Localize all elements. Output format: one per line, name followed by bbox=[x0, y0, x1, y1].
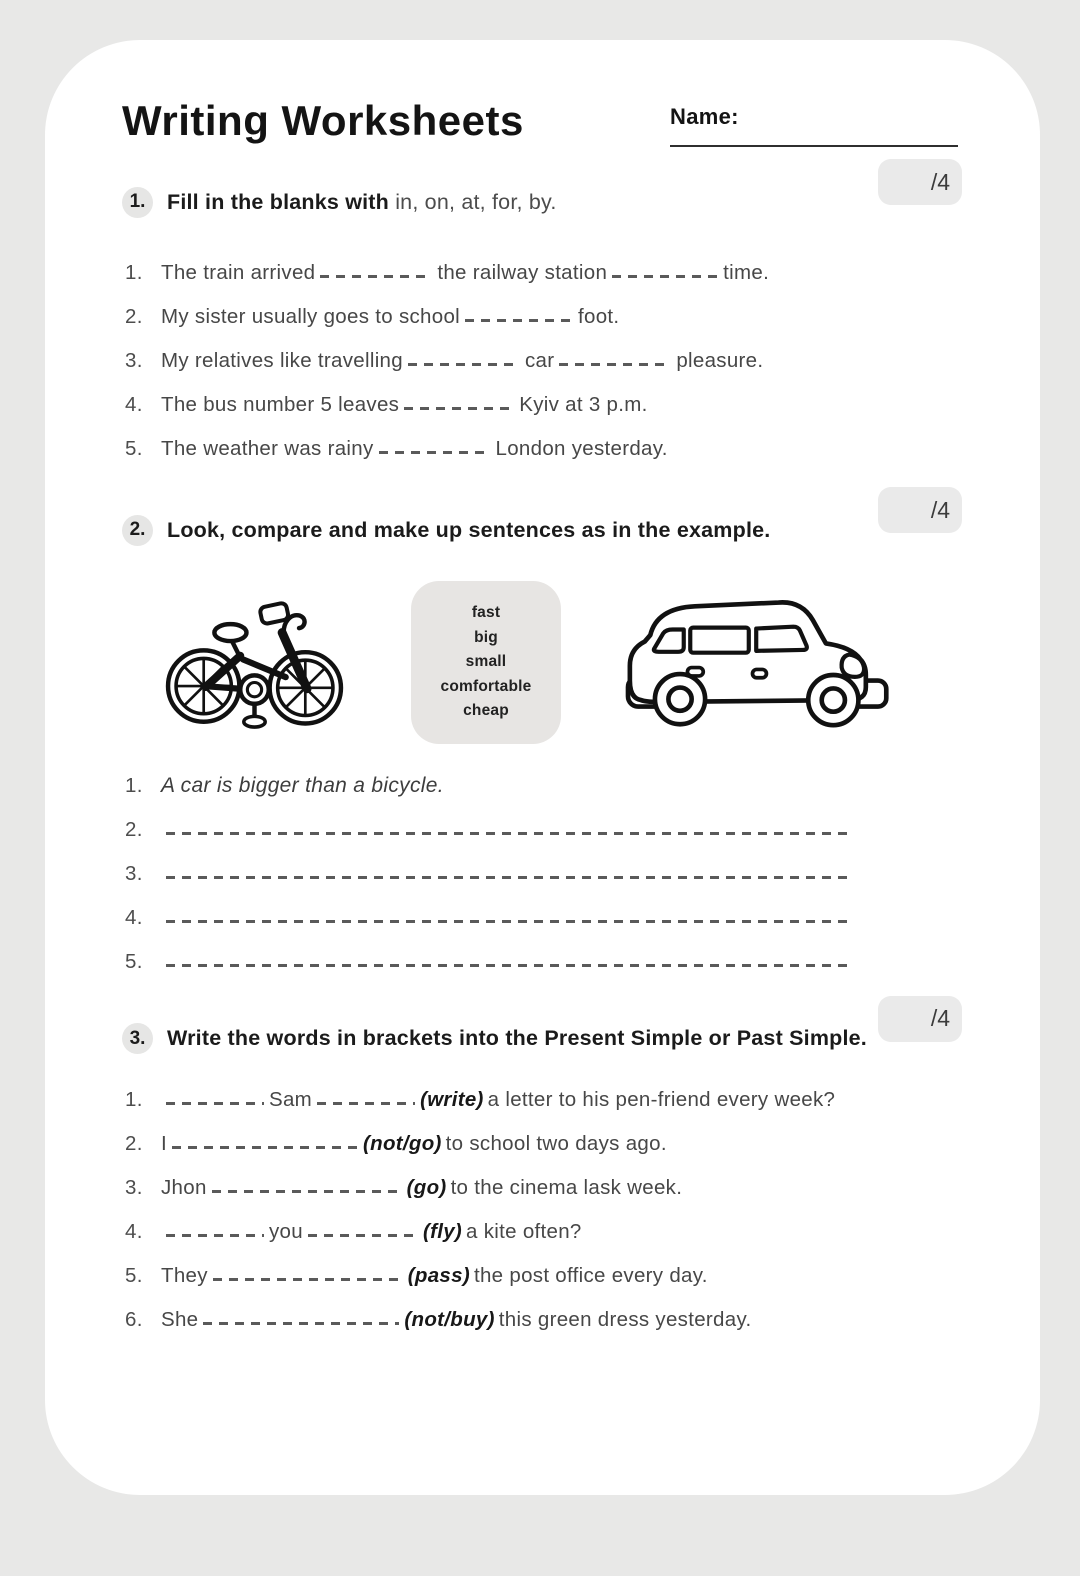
worksheet-page bbox=[45, 40, 1040, 1495]
word-option: big bbox=[474, 628, 498, 646]
item-sentence bbox=[161, 1264, 958, 1288]
section-3-header bbox=[122, 1005, 958, 1056]
item-sentence bbox=[161, 862, 958, 886]
blank-line[interactable] bbox=[317, 1102, 415, 1105]
section-3-score-box: /4 bbox=[878, 996, 962, 1042]
verb-bracket: (not/buy) bbox=[404, 1307, 495, 1331]
worksheet-item bbox=[125, 950, 958, 974]
worksheet-item bbox=[125, 393, 958, 417]
section-1-score-box: /4 bbox=[878, 159, 962, 205]
sentence-text: The bus number 5 leaves bbox=[161, 393, 400, 416]
blank-line[interactable] bbox=[166, 832, 854, 835]
sentence-text: Sam bbox=[269, 1087, 313, 1111]
worksheet-item bbox=[125, 1176, 958, 1200]
blank-line[interactable] bbox=[465, 319, 573, 322]
item-number: 3. bbox=[125, 861, 143, 885]
section-1-title: Fill in the blanks with in, on, at, for, by. bbox=[167, 189, 557, 214]
sentence-text: She bbox=[161, 1307, 199, 1331]
sentence-text: foot. bbox=[578, 305, 620, 328]
worksheet-item bbox=[125, 1132, 958, 1156]
blank-line[interactable] bbox=[404, 407, 514, 410]
sentence-text: a letter to his pen-friend every week? bbox=[487, 1087, 836, 1111]
verb-bracket: (fly) bbox=[422, 1219, 463, 1243]
section-1-header bbox=[122, 168, 958, 219]
blank-line[interactable] bbox=[212, 1190, 402, 1193]
worksheet-item bbox=[125, 349, 958, 373]
item-number: 1. bbox=[125, 773, 143, 797]
sentence-text: The train arrived bbox=[161, 261, 316, 284]
blank-line[interactable] bbox=[172, 1146, 358, 1149]
sentence-text: Kyiv at 3 p.m. bbox=[519, 393, 648, 416]
blank-line[interactable] bbox=[379, 451, 491, 454]
sentence-text: the post office every day. bbox=[473, 1263, 708, 1287]
sentence-text: London yesterday. bbox=[495, 437, 668, 460]
item-sentence bbox=[161, 774, 958, 798]
sentence-text: car bbox=[524, 349, 555, 372]
worksheet-item bbox=[125, 906, 958, 930]
section-1-number-badge: 1. bbox=[122, 187, 153, 218]
comparison-illustrations-row bbox=[152, 581, 958, 744]
page-title: Writing Worksheets bbox=[122, 97, 524, 144]
item-number: 6. bbox=[125, 1307, 143, 1331]
sentence-text: to school two days ago. bbox=[445, 1131, 667, 1155]
worksheet-item bbox=[125, 305, 958, 329]
blank-line[interactable] bbox=[308, 1234, 418, 1237]
worksheet-item bbox=[125, 261, 958, 285]
blank-line[interactable] bbox=[559, 363, 671, 366]
sentence-text: Jhon bbox=[161, 1175, 207, 1199]
item-number: 1. bbox=[125, 261, 143, 284]
name-block bbox=[670, 104, 958, 147]
item-sentence bbox=[161, 1132, 958, 1156]
sentence-text: They bbox=[161, 1263, 208, 1287]
item-number: 3. bbox=[125, 349, 143, 372]
adjective-word-box bbox=[411, 581, 561, 744]
item-sentence bbox=[161, 1176, 958, 1200]
blank-line[interactable] bbox=[166, 964, 854, 967]
worksheet-item bbox=[125, 1088, 958, 1112]
sentence-text: to the cinema lask week. bbox=[450, 1175, 683, 1199]
worksheet-item bbox=[125, 1264, 958, 1288]
item-sentence bbox=[161, 1308, 958, 1332]
verb-bracket: (go) bbox=[406, 1175, 447, 1199]
word-option: comfortable bbox=[440, 677, 532, 695]
section-1-items bbox=[122, 261, 958, 461]
item-sentence bbox=[161, 906, 958, 930]
item-number: 5. bbox=[125, 1263, 143, 1287]
name-label: Name: bbox=[670, 104, 739, 129]
verb-bracket: (write) bbox=[420, 1087, 484, 1111]
section-2-title: Look, compare and make up sentences as in the example. bbox=[167, 517, 771, 542]
sentence-text: I bbox=[161, 1131, 167, 1155]
item-sentence bbox=[161, 305, 958, 329]
item-sentence bbox=[161, 393, 958, 417]
name-input-line[interactable] bbox=[670, 144, 958, 147]
item-number: 4. bbox=[125, 905, 143, 929]
item-number: 2. bbox=[125, 305, 143, 328]
sentence-text: My sister usually goes to school bbox=[161, 305, 461, 328]
word-option: cheap bbox=[463, 702, 509, 719]
item-sentence bbox=[161, 349, 958, 373]
item-sentence bbox=[161, 1088, 958, 1112]
item-sentence bbox=[161, 261, 958, 285]
item-number: 4. bbox=[125, 1219, 143, 1243]
worksheet-item bbox=[125, 818, 958, 842]
section-3-items bbox=[122, 1088, 958, 1332]
bicycle-illustration bbox=[152, 586, 357, 738]
sentence-text: you bbox=[269, 1219, 303, 1243]
item-number: 2. bbox=[125, 817, 143, 841]
sentence-text: The weather was rainy bbox=[161, 437, 374, 460]
word-option: fast bbox=[471, 604, 501, 621]
section-2-header bbox=[122, 496, 958, 547]
item-number: 3. bbox=[125, 1175, 143, 1199]
blank-line[interactable] bbox=[213, 1278, 403, 1281]
item-number: 2. bbox=[125, 1131, 143, 1155]
blank-line[interactable] bbox=[320, 275, 432, 278]
car-illustration bbox=[615, 587, 903, 737]
blank-line[interactable] bbox=[166, 876, 854, 879]
sentence-text: time. bbox=[723, 261, 770, 284]
item-sentence bbox=[161, 818, 958, 842]
item-sentence bbox=[161, 1220, 958, 1244]
sentence-text: the railway station bbox=[437, 261, 608, 284]
worksheet-item bbox=[125, 862, 958, 886]
verb-bracket: (pass) bbox=[407, 1263, 470, 1287]
item-number: 5. bbox=[125, 437, 143, 460]
section-2-score-box: /4 bbox=[878, 487, 962, 533]
sentence-text: this green dress yesterday. bbox=[498, 1307, 752, 1331]
worksheet-item bbox=[125, 437, 958, 461]
item-number: 5. bbox=[125, 949, 143, 973]
blank-line[interactable] bbox=[408, 363, 520, 366]
worksheet-item bbox=[125, 1220, 958, 1244]
sentence-text: pleasure. bbox=[676, 349, 764, 372]
section-2-items bbox=[122, 774, 958, 974]
item-sentence bbox=[161, 437, 958, 461]
verb-bracket: (not/go) bbox=[363, 1131, 442, 1155]
example-sentence: A car is bigger than a bicycle. bbox=[161, 773, 444, 797]
blank-line[interactable] bbox=[166, 920, 854, 923]
section-2-number-badge: 2. bbox=[122, 515, 153, 546]
word-option: small bbox=[465, 653, 507, 670]
worksheet-item bbox=[125, 1308, 958, 1332]
item-number: 4. bbox=[125, 393, 143, 416]
worksheet-item bbox=[125, 774, 958, 798]
sentence-text: a kite often? bbox=[466, 1219, 582, 1243]
item-sentence bbox=[161, 950, 958, 974]
page-header bbox=[122, 98, 958, 147]
section-3-number-badge: 3. bbox=[122, 1023, 153, 1054]
blank-line[interactable] bbox=[203, 1322, 399, 1325]
blank-line[interactable] bbox=[166, 1234, 264, 1237]
section-3-title: Write the words in brackets into the Present Simple or Past Simple. bbox=[167, 1026, 867, 1050]
sentence-text: My relatives like travelling bbox=[161, 349, 403, 372]
item-number: 1. bbox=[125, 1087, 143, 1111]
blank-line[interactable] bbox=[166, 1102, 264, 1105]
blank-line[interactable] bbox=[612, 275, 718, 278]
